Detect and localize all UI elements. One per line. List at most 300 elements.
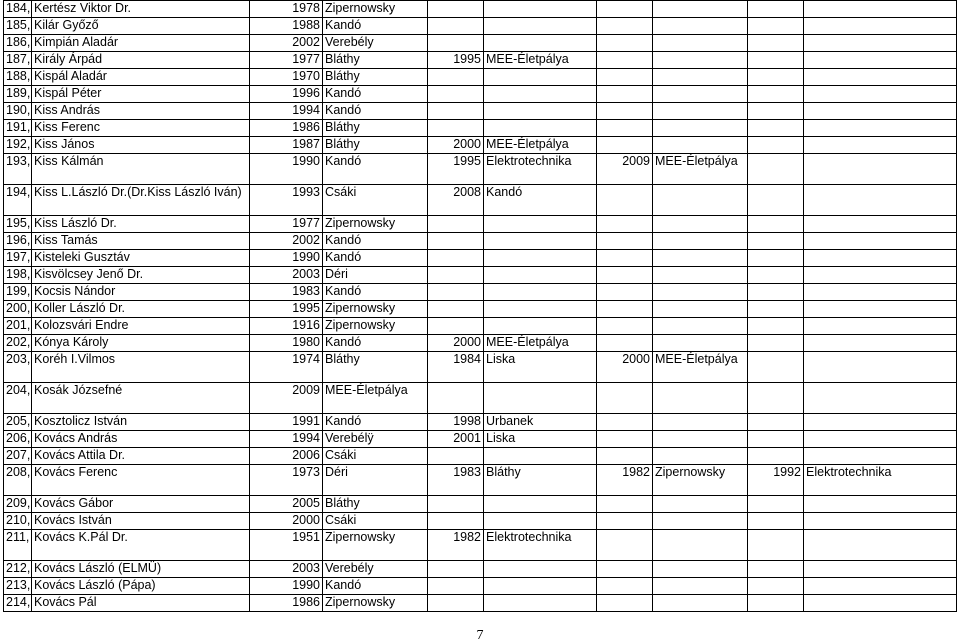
year-2: [428, 120, 484, 137]
table-row: [4, 561, 957, 578]
row-number: 184,: [4, 1, 32, 18]
award-1: Zipernowsky: [323, 301, 428, 318]
award-3: [653, 595, 748, 612]
award-1: Kandó: [323, 86, 428, 103]
table-row: [4, 595, 957, 612]
award-3: [653, 448, 748, 465]
award-2: [484, 578, 597, 595]
member-name: Kiss László Dr.: [32, 216, 250, 233]
award-4: [804, 284, 957, 301]
year-4: [748, 216, 804, 233]
table-row: [4, 267, 957, 284]
member-name: Kovács András: [32, 431, 250, 448]
member-name: Kiss János: [32, 137, 250, 154]
year-1: 1951: [250, 530, 323, 561]
year-3: [597, 1, 653, 18]
award-1: Zipernowsky: [323, 530, 428, 561]
table-row: [4, 1, 957, 18]
year-1: 2002: [250, 233, 323, 250]
year-1: 2000: [250, 513, 323, 530]
table-row: [4, 86, 957, 103]
year-3: [597, 250, 653, 267]
year-4: [748, 335, 804, 352]
year-4: [748, 352, 804, 383]
year-1: 1980: [250, 335, 323, 352]
row-number: 188,: [4, 69, 32, 86]
member-name: Kispál Aladár: [32, 69, 250, 86]
member-name: Kisteleki Gusztáv: [32, 250, 250, 267]
award-1: Kandó: [323, 233, 428, 250]
year-3: [597, 267, 653, 284]
year-3: [597, 216, 653, 233]
row-number: 195,: [4, 216, 32, 233]
year-2: [428, 595, 484, 612]
row-number: 206,: [4, 431, 32, 448]
year-2: [428, 267, 484, 284]
award-2: [484, 69, 597, 86]
year-4: [748, 383, 804, 414]
award-4: [804, 414, 957, 431]
member-name: Kovács László (Pápa): [32, 578, 250, 595]
table-row: [4, 185, 957, 216]
award-3: [653, 216, 748, 233]
row-number: 213,: [4, 578, 32, 595]
year-3: [597, 595, 653, 612]
member-name: Kovács Pál: [32, 595, 250, 612]
award-1: Bláthy: [323, 352, 428, 383]
award-2: Bláthy: [484, 465, 597, 496]
award-2: [484, 267, 597, 284]
row-number: 207,: [4, 448, 32, 465]
member-name: Kovács István: [32, 513, 250, 530]
year-3: [597, 496, 653, 513]
award-4: [804, 496, 957, 513]
member-name: Kiss Tamás: [32, 233, 250, 250]
year-4: [748, 103, 804, 120]
award-2: [484, 284, 597, 301]
year-1: 1995: [250, 301, 323, 318]
row-number: 192,: [4, 137, 32, 154]
year-2: 1983: [428, 465, 484, 496]
award-4: [804, 335, 957, 352]
year-1: 1994: [250, 431, 323, 448]
row-number: 193,: [4, 154, 32, 185]
award-3: [653, 561, 748, 578]
member-name: Kispál Péter: [32, 86, 250, 103]
award-4: Elektrotechnika: [804, 465, 957, 496]
award-2: [484, 513, 597, 530]
row-number: 198,: [4, 267, 32, 284]
year-4: [748, 513, 804, 530]
table-row: [4, 513, 957, 530]
award-1: Csáki: [323, 448, 428, 465]
row-number: 212,: [4, 561, 32, 578]
year-4: [748, 120, 804, 137]
award-4: [804, 52, 957, 69]
award-1: Zipernowsky: [323, 318, 428, 335]
member-name: Kónya Károly: [32, 335, 250, 352]
year-4: [748, 561, 804, 578]
year-1: 1983: [250, 284, 323, 301]
year-4: [748, 448, 804, 465]
award-3: [653, 137, 748, 154]
member-name: Kocsis Nándor: [32, 284, 250, 301]
year-2: 1982: [428, 530, 484, 561]
year-4: [748, 35, 804, 52]
table-row: [4, 154, 957, 185]
award-4: [804, 103, 957, 120]
award-2: [484, 301, 597, 318]
award-3: [653, 233, 748, 250]
table-row: [4, 335, 957, 352]
year-3: [597, 284, 653, 301]
award-3: [653, 414, 748, 431]
award-4: [804, 318, 957, 335]
year-2: [428, 216, 484, 233]
year-4: [748, 496, 804, 513]
award-1: Kandó: [323, 335, 428, 352]
award-4: [804, 383, 957, 414]
award-4: [804, 513, 957, 530]
year-3: [597, 69, 653, 86]
award-4: [804, 301, 957, 318]
award-4: [804, 530, 957, 561]
table-row: [4, 69, 957, 86]
member-name: Kosák Józsefné: [32, 383, 250, 414]
year-2: [428, 69, 484, 86]
award-1: Bláthy: [323, 69, 428, 86]
year-1: 1973: [250, 465, 323, 496]
award-3: [653, 250, 748, 267]
year-1: 2003: [250, 267, 323, 284]
year-1: 1990: [250, 250, 323, 267]
award-2: Kandó: [484, 185, 597, 216]
award-1: Csáki: [323, 513, 428, 530]
award-3: [653, 383, 748, 414]
table-row: [4, 137, 957, 154]
award-3: [653, 52, 748, 69]
award-4: [804, 69, 957, 86]
year-3: [597, 448, 653, 465]
award-4: [804, 578, 957, 595]
table-row: [4, 18, 957, 35]
year-3: [597, 18, 653, 35]
table-row: [4, 431, 957, 448]
award-1: Kandó: [323, 414, 428, 431]
award-4: [804, 233, 957, 250]
year-2: 1995: [428, 52, 484, 69]
award-2: [484, 120, 597, 137]
award-4: [804, 352, 957, 383]
year-1: 1974: [250, 352, 323, 383]
member-name: Kimpián Aladár: [32, 35, 250, 52]
award-2: [484, 561, 597, 578]
award-3: [653, 284, 748, 301]
award-4: [804, 35, 957, 52]
member-name: Koller László Dr.: [32, 301, 250, 318]
award-4: [804, 137, 957, 154]
award-4: [804, 1, 957, 18]
award-2: [484, 233, 597, 250]
row-number: 194,: [4, 185, 32, 216]
year-4: 1992: [748, 465, 804, 496]
year-4: [748, 185, 804, 216]
award-2: Elektrotechnika: [484, 530, 597, 561]
award-3: [653, 69, 748, 86]
year-1: 1991: [250, 414, 323, 431]
member-name: Kiss Kálmán: [32, 154, 250, 185]
award-3: [653, 335, 748, 352]
award-1: Kandó: [323, 250, 428, 267]
award-1: Zipernowsky: [323, 595, 428, 612]
year-3: [597, 86, 653, 103]
table-row: [4, 250, 957, 267]
year-2: [428, 318, 484, 335]
year-4: [748, 233, 804, 250]
year-2: [428, 284, 484, 301]
member-name: Kovács Gábor: [32, 496, 250, 513]
year-2: 2008: [428, 185, 484, 216]
year-1: 2006: [250, 448, 323, 465]
award-3: [653, 35, 748, 52]
row-number: 187,: [4, 52, 32, 69]
year-2: [428, 496, 484, 513]
year-4: [748, 137, 804, 154]
award-2: MEE-Életpálya: [484, 52, 597, 69]
award-1: MEE-Életpálya: [323, 383, 428, 414]
year-2: [428, 301, 484, 318]
row-number: 186,: [4, 35, 32, 52]
award-3: [653, 103, 748, 120]
award-1: Bláthy: [323, 52, 428, 69]
row-number: 211,: [4, 530, 32, 561]
year-1: 1978: [250, 1, 323, 18]
year-2: 1998: [428, 414, 484, 431]
year-3: 2009: [597, 154, 653, 185]
member-name: Kiss Ferenc: [32, 120, 250, 137]
year-4: [748, 267, 804, 284]
award-2: [484, 595, 597, 612]
award-3: [653, 120, 748, 137]
award-1: Bláthy: [323, 120, 428, 137]
year-3: [597, 52, 653, 69]
year-2: [428, 383, 484, 414]
year-3: [597, 318, 653, 335]
member-name: Kovács K.Pál Dr.: [32, 530, 250, 561]
year-3: [597, 120, 653, 137]
award-2: Liska: [484, 352, 597, 383]
year-4: [748, 1, 804, 18]
award-2: Elektrotechnika: [484, 154, 597, 185]
table-row: [4, 233, 957, 250]
year-1: 1916: [250, 318, 323, 335]
year-4: [748, 530, 804, 561]
member-name: Kiss András: [32, 103, 250, 120]
award-1: Verebély: [323, 561, 428, 578]
table-row: [4, 301, 957, 318]
award-3: [653, 301, 748, 318]
award-1: Csáki: [323, 185, 428, 216]
award-2: [484, 103, 597, 120]
year-1: 1977: [250, 52, 323, 69]
award-3: [653, 530, 748, 561]
award-4: [804, 448, 957, 465]
award-1: Zipernowsky: [323, 216, 428, 233]
year-1: 1994: [250, 103, 323, 120]
award-4: [804, 154, 957, 185]
year-3: [597, 513, 653, 530]
member-name: Kovács Ferenc: [32, 465, 250, 496]
table-row: [4, 103, 957, 120]
table-row: [4, 318, 957, 335]
award-2: Liska: [484, 431, 597, 448]
year-3: [597, 103, 653, 120]
award-3: [653, 185, 748, 216]
award-2: MEE-Életpálya: [484, 137, 597, 154]
year-4: [748, 301, 804, 318]
row-number: 200,: [4, 301, 32, 318]
row-number: 196,: [4, 233, 32, 250]
year-4: [748, 578, 804, 595]
year-2: [428, 561, 484, 578]
member-table: [3, 0, 957, 612]
row-number: 191,: [4, 120, 32, 137]
table-row: [4, 35, 957, 52]
year-4: [748, 284, 804, 301]
table-row: [4, 352, 957, 383]
year-4: [748, 250, 804, 267]
member-name: Király Árpád: [32, 52, 250, 69]
year-4: [748, 86, 804, 103]
table-row: [4, 530, 957, 561]
award-2: [484, 496, 597, 513]
award-4: [804, 185, 957, 216]
row-number: 199,: [4, 284, 32, 301]
row-number: 214,: [4, 595, 32, 612]
year-4: [748, 595, 804, 612]
award-3: [653, 18, 748, 35]
year-3: [597, 185, 653, 216]
award-1: Déri: [323, 465, 428, 496]
year-2: 2000: [428, 335, 484, 352]
table-row: [4, 496, 957, 513]
year-1: 2009: [250, 383, 323, 414]
award-3: [653, 496, 748, 513]
year-1: 1977: [250, 216, 323, 233]
member-name: Kilár Győző: [32, 18, 250, 35]
award-1: Déri: [323, 267, 428, 284]
year-2: [428, 86, 484, 103]
table-row: [4, 383, 957, 414]
award-2: [484, 250, 597, 267]
year-2: [428, 1, 484, 18]
award-4: [804, 216, 957, 233]
award-3: [653, 578, 748, 595]
year-3: [597, 530, 653, 561]
year-3: [597, 233, 653, 250]
table-row: [4, 284, 957, 301]
year-1: 2003: [250, 561, 323, 578]
year-4: [748, 18, 804, 35]
award-1: Verebélÿ: [323, 431, 428, 448]
year-2: [428, 250, 484, 267]
member-name: Kovács László (ELMÜ): [32, 561, 250, 578]
member-name: Kiss L.László Dr.(Dr.Kiss László Iván): [32, 185, 250, 216]
year-2: 2001: [428, 431, 484, 448]
award-2: Urbanek: [484, 414, 597, 431]
award-4: [804, 561, 957, 578]
year-3: [597, 578, 653, 595]
year-1: 1996: [250, 86, 323, 103]
year-1: 1970: [250, 69, 323, 86]
award-1: Zipernowsky: [323, 1, 428, 18]
award-3: [653, 267, 748, 284]
award-3: MEE-Életpálya: [653, 352, 748, 383]
year-3: 2000: [597, 352, 653, 383]
award-2: [484, 18, 597, 35]
table-row: [4, 448, 957, 465]
row-number: 201,: [4, 318, 32, 335]
year-4: [748, 431, 804, 448]
row-number: 189,: [4, 86, 32, 103]
member-name: Kovács Attila Dr.: [32, 448, 250, 465]
award-4: [804, 431, 957, 448]
award-4: [804, 120, 957, 137]
award-2: [484, 86, 597, 103]
year-2: 1995: [428, 154, 484, 185]
award-1: Kandó: [323, 18, 428, 35]
award-3: MEE-Életpálya: [653, 154, 748, 185]
year-2: 1984: [428, 352, 484, 383]
year-3: [597, 414, 653, 431]
year-3: [597, 335, 653, 352]
year-2: [428, 233, 484, 250]
row-number: 202,: [4, 335, 32, 352]
table-body: [4, 1, 957, 612]
award-2: [484, 35, 597, 52]
row-number: 204,: [4, 383, 32, 414]
award-3: [653, 513, 748, 530]
year-2: [428, 448, 484, 465]
award-1: Bláthy: [323, 137, 428, 154]
row-number: 203,: [4, 352, 32, 383]
year-4: [748, 52, 804, 69]
year-1: 1988: [250, 18, 323, 35]
year-2: [428, 513, 484, 530]
year-3: [597, 383, 653, 414]
award-4: [804, 250, 957, 267]
award-2: [484, 1, 597, 18]
year-2: [428, 35, 484, 52]
row-number: 210,: [4, 513, 32, 530]
award-1: Kandó: [323, 154, 428, 185]
year-1: 1993: [250, 185, 323, 216]
year-4: [748, 154, 804, 185]
year-3: [597, 137, 653, 154]
award-3: Zipernowsky: [653, 465, 748, 496]
award-1: Bláthy: [323, 496, 428, 513]
year-1: 1986: [250, 120, 323, 137]
row-number: 208,: [4, 465, 32, 496]
year-1: 2005: [250, 496, 323, 513]
year-3: 1982: [597, 465, 653, 496]
award-3: [653, 318, 748, 335]
year-2: [428, 578, 484, 595]
award-3: [653, 1, 748, 18]
award-4: [804, 267, 957, 284]
award-2: [484, 216, 597, 233]
award-2: MEE-Életpálya: [484, 335, 597, 352]
